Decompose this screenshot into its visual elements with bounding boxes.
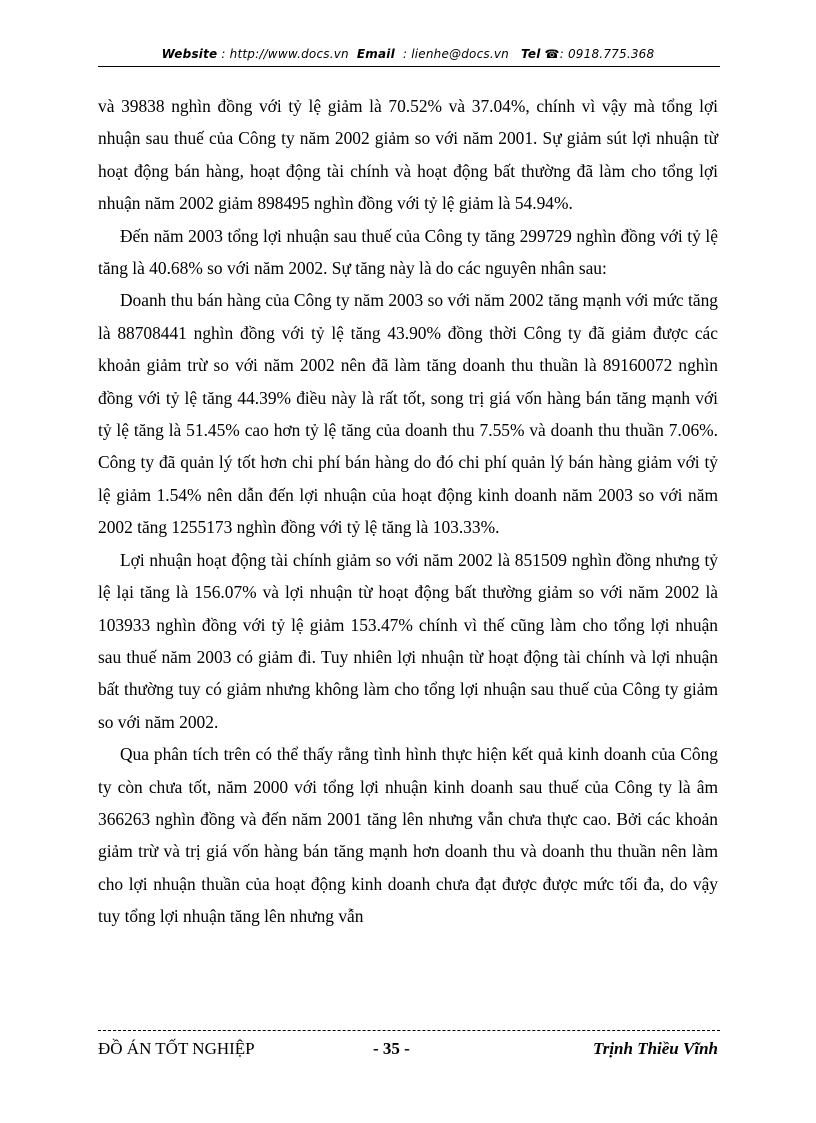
footer-document-title: ĐỒ ÁN TỐT NGHIỆP [98,1039,255,1058]
body-text [98,90,718,933]
website-value: : http://www.docs.vn [221,47,349,61]
paragraph: Doanh thu bán hàng của Công ty năm 2003 so với năm 2002 tăng mạnh với mức tăng là 88708441 nghìn đồng với tỷ lệ tăng 43.90% đồng thời Công ty đã giảm được các khoản giảm trừ so với năm 2002 nên đã làm tăng doanh thu thuần là 89160072 nghìn đồng với tỷ lệ tăng 44.39% điều này là rất tốt, song trị giá vốn hàng bán tăng mạnh với tỷ lệ tăng là 51.45% cao hơn tỷ lệ tăng của doanh thu 7.55% và doanh thu thuần 7.06%. Công ty đã quản lý tốt hơn chi phí bán hàng do đó chi phí quản lý bán hàng giảm với tỷ lệ giảm 1.54% nên dẫn đến lợi nhuận của hoạt động kinh doanh năm 2003 so với năm 2002 tăng 1255173 nghìn đồng với tỷ lệ tăng là 103.33%. [98,290,718,538]
paragraph: và 39838 nghìn đồng với tỷ lệ giảm là 70.52% và 37.04%, chính vì vậy mà tổng lợi nhuận sau thuế của Công ty năm 2002 giảm so với năm 2001. Sự giảm sút lợi nhuận từ hoạt động bán hàng, hoạt động tài chính và hoạt động bất thường đã làm cho tổng lợi nhuận năm 2002 giảm 898495 nghìn đồng với tỷ lệ giảm là 54.94%. [98,96,718,214]
footer-author: Trịnh Thiều Vĩnh [592,1039,718,1058]
website-label: Website [161,47,218,61]
tel-label: Tel [521,47,541,61]
email-label: Email [356,47,395,61]
email-value: : lienhe@docs.vn [402,47,509,61]
phone-icon: ☎ [544,47,560,61]
paragraph: Qua phân tích trên có thể thấy rằng tình hình thực hiện kết quả kinh doanh của Công ty còn chưa tốt, năm 2000 với tổng lợi nhuận kinh doanh sau thuế của Công ty là âm 366263 nghìn đồng và đến năm 2001 tăng lên nhưng vẫn chưa thực cao. Bởi các khoản giảm trừ và trị giá vốn hàng bán tăng mạnh hơn doanh thu và doanh thu thuần nên làm cho lợi nhuận thuần của hoạt động kinh doanh chưa đạt được được mức tối đa, do vậy tuy tổng lợi nhuận tăng lên nhưng vẫn [98,744,718,927]
paragraph: Lợi nhuận hoạt động tài chính giảm so với năm 2002 là 851509 nghìn đồng nhưng tỷ lệ lại tăng là 156.07% và lợi nhuận từ hoạt động bất thường giảm so với năm 2002 là 103933 nghìn đồng với tỷ lệ giảm 153.47% chính vì thế cũng làm cho tổng lợi nhuận sau thuế năm 2003 có giảm đi. Tuy nhiên lợi nhuận từ hoạt động tài chính và lợi nhuận bất thường tuy có giảm nhưng không làm cho tổng lợi nhuận sau thuế của Công ty giảm so với năm 2002. [98,549,718,732]
tel-value: : 0918.775.368 [559,47,655,61]
page-number: - 35 - [373,1039,410,1058]
page-footer [98,1039,720,1063]
page-header [0,47,816,61]
paragraph: Đến năm 2003 tổng lợi nhuận sau thuế của Công ty tăng 299729 nghìn đồng với tỷ lệ tăng là 40.68% so với năm 2002. Sự tăng này là do các nguyên nhân sau: [98,225,718,279]
header-divider [98,66,720,67]
footer-divider [98,1030,720,1031]
